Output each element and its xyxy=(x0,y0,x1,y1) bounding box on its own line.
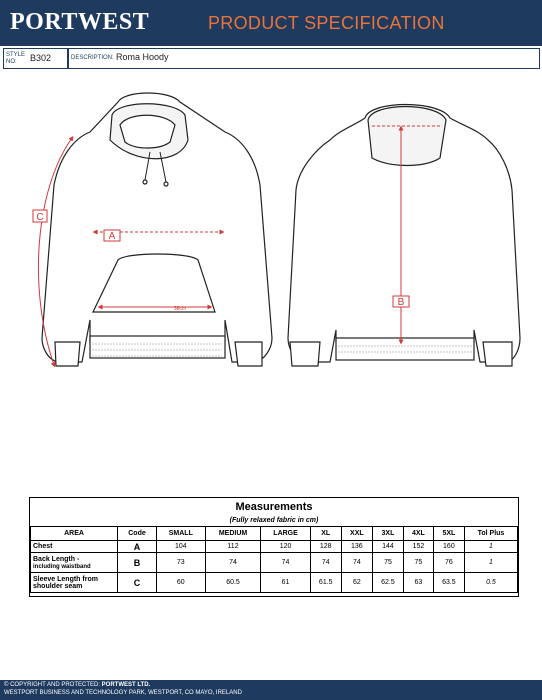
row-value: 74 xyxy=(261,553,310,573)
measurements-table xyxy=(30,526,518,593)
row-value: 73 xyxy=(157,553,206,573)
row-value: 62.5 xyxy=(372,573,403,593)
style-label-no: NO: xyxy=(6,59,17,65)
technical-drawing xyxy=(0,80,542,380)
description-value: Roma Hoody xyxy=(116,52,169,62)
row-code: C xyxy=(118,573,157,593)
table-row xyxy=(31,573,518,593)
header-medium: MEDIUM xyxy=(205,527,261,541)
row-value: 152 xyxy=(404,541,434,553)
header-area: AREA xyxy=(31,527,118,541)
header-4xl: 4XL xyxy=(404,527,434,541)
measurements-subtitle: (Fully relaxed fabric in cm) xyxy=(229,517,319,524)
table-row xyxy=(31,541,518,553)
measurements-title: Measurements xyxy=(235,501,313,513)
style-value: B302 xyxy=(30,53,52,63)
row-value: 128 xyxy=(310,541,341,553)
header-3xl: 3XL xyxy=(372,527,403,541)
row-value: 160 xyxy=(433,541,464,553)
table-header-row xyxy=(31,527,518,541)
style-label: STYLE xyxy=(6,52,26,58)
address-line: WESTPORT BUSINESS AND TECHNOLOGY PARK, WESTPORT, CO MAYO, IRELAND xyxy=(4,690,242,696)
row-value: 75 xyxy=(404,553,434,573)
pocket-label: 38cm xyxy=(173,306,187,312)
row-value: 60 xyxy=(157,573,206,593)
table-row xyxy=(31,553,518,573)
row-value: 61 xyxy=(261,573,310,593)
row-area: Sleeve Length from shoulder seam xyxy=(31,573,118,593)
header-xxl: XXL xyxy=(341,527,372,541)
hoodie-back-drawing xyxy=(288,105,520,367)
header-5xl: 5XL xyxy=(433,527,464,541)
header-xl: XL xyxy=(310,527,341,541)
header-bar xyxy=(0,0,542,46)
label-a-text: A xyxy=(108,231,116,242)
dimension-label-b xyxy=(393,296,409,308)
row-value: 63.5 xyxy=(433,573,464,593)
row-tol: 1 xyxy=(464,541,517,553)
row-area: Back Length - including waistband xyxy=(31,553,118,573)
label-b-text: B xyxy=(397,297,405,308)
row-value: 60.5 xyxy=(205,573,261,593)
hoodie-front-drawing xyxy=(42,93,272,366)
header-large: LARGE xyxy=(261,527,310,541)
row-value: 61.5 xyxy=(310,573,341,593)
description-label: DESCRIPTION: xyxy=(71,55,114,61)
brand-logo: PORTWEST xyxy=(10,9,150,35)
row-value: 74 xyxy=(310,553,341,573)
row-code: A xyxy=(118,541,157,553)
header-small: SMALL xyxy=(157,527,206,541)
row-value: 112 xyxy=(205,541,261,553)
row-value: 144 xyxy=(372,541,403,553)
row-tol: 1 xyxy=(464,553,517,573)
row-value: 120 xyxy=(261,541,310,553)
row-code: B xyxy=(118,553,157,573)
row-value: 74 xyxy=(205,553,261,573)
copyright-line: © COPYRIGHT AND PROTECTED: PORTWEST LTD. xyxy=(4,682,151,688)
row-tol: 0.5 xyxy=(464,573,517,593)
row-value: 76 xyxy=(433,553,464,573)
row-value: 104 xyxy=(157,541,206,553)
page-title: PRODUCT SPECIFICATION xyxy=(208,13,445,33)
row-value: 75 xyxy=(372,553,403,573)
header-tol-plus: Tol Plus xyxy=(464,527,517,541)
row-value: 136 xyxy=(341,541,372,553)
footer-bar xyxy=(0,680,542,700)
description-field xyxy=(68,48,540,69)
row-value: 62 xyxy=(341,573,372,593)
row-value: 74 xyxy=(341,553,372,573)
style-field xyxy=(3,48,68,69)
label-c-text: C xyxy=(36,212,44,223)
row-value: 63 xyxy=(404,573,434,593)
header-code: Code xyxy=(118,527,157,541)
dimension-label-c xyxy=(33,210,47,223)
dimension-label-a xyxy=(104,230,120,242)
row-area: Chest xyxy=(31,541,118,553)
measurements-panel xyxy=(29,497,519,597)
